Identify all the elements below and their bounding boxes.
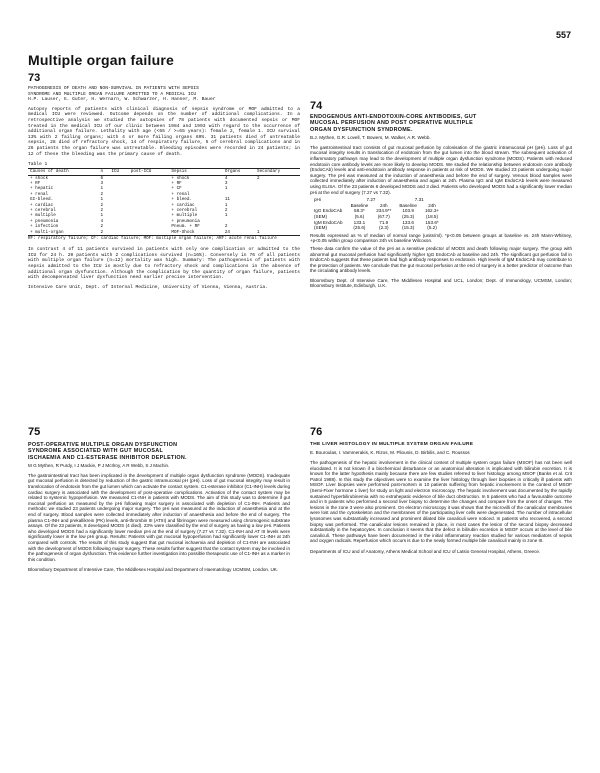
abstract-75: [28, 426, 290, 573]
table-cell: + RF: [171, 180, 182, 186]
table-header: Organs: [223, 169, 255, 175]
table-cell: + renal: [30, 191, 49, 197]
table-cell: [109, 230, 128, 236]
table-cell: 2: [100, 207, 104, 213]
table-cell: (SEM): [314, 213, 328, 219]
section-title: Multiple organ failure: [28, 52, 174, 68]
authors: E. Bouroulas, I. Vammerakis, K. Rizos, M. Pliounis, D. Birbilis, and C. Roussos: [310, 450, 470, 456]
table-cell: 58.3*: [354, 208, 365, 214]
authors: B.J. Mythen, G.R. Lovell, T. Bowers, M. Walker, A.R. Webb.: [310, 135, 431, 141]
table-footnote: RF: respiratory failure; CF: cardiac failure; MOF: multiple organ failure; ARF: acute renal failure: [28, 237, 277, 241]
table-cell: 153.6*: [425, 219, 439, 225]
abstract-title: [28, 86, 300, 103]
table-cell: 2: [100, 202, 104, 208]
abstract-title: [310, 114, 572, 133]
title-line: ENDOGENOUS ANTI-ENDOTOXIN-CORE ANTIBODIES, GUT: [310, 114, 477, 120]
affiliation: Intensive Care Unit, Dept. of Internal Medicine, University of Vienna, Vienna, Austria.: [28, 284, 268, 290]
table-cell: 3: [224, 180, 228, 186]
table-cell: GI-bleed.: [30, 197, 54, 203]
table-cell: 234.9**: [376, 208, 392, 214]
table-cell: 133.6: [402, 219, 414, 225]
table-cell: 1: [100, 213, 104, 219]
table-ph-value: 7.27: [366, 197, 376, 203]
table-cell: (SEM): [314, 225, 328, 231]
table-cell: 2: [100, 224, 104, 230]
table-cell: 2: [100, 191, 104, 197]
table-cell: + RF: [30, 180, 41, 186]
table-cell: + multi-organ: [28, 230, 98, 236]
abstract-body: The pathogenesis of the hepatic involvement in the clinical context of multiple system organ failure (MSOF) has not been well elucidated. It is not known if a biochemical disturbance or an anatomical alteration is implicated with bilirubin excretion. It is known for the latter hypothesis mainly because there are few studies referred to liver histology among MSOF (Banks et al. Crit Patrol 1988). In this study the objectives were to examine the liver histology through liver biopsies in critically ill patients with MSOF. Liver biopsies were performed post-mortem in 10 patients suffering from hepatic involvement in the context of MSOF (Semi-Fixer hormone 1 liver) for study on light and electron microscopy. The hepatic involvement was documented by the rapidly sustained hyperbilirubinemia with no extrahepatic evidence of bile duct obstruction. In 5 patients who had a favourable outcome and in 5 patients who performed a second liver biopsy to determine the changes and compare from the onset of changes. The lesions in the zone 3 were also prominent. On electron microscopy it was shown that the microvilli of the canalicular membranes were lost and the cytoskeleton and the membranes of the participating liver cells were degenerated. The number of intracellular lysosomes was substantially increased and prominent dilated bile canaliculi were noticed. In patients who recovered, a second biopsy was performed. The canalicular lesions remained in place, in most cases the lesion of the second biopsy decreased substantially in the hepatocytes. In conclusion it seems that the defect in bilirubin excretion in MSOF occurs at the level of bile canaliculi. These pathways have been documented in the initial inflammatory reaction studied for various mediators of sepsis and oxygen radicals. Reperfusion which occurs is due to the newly formed multiple bile canaliculi mainly in zone III.: [310, 460, 572, 544]
table-cell: 1: [224, 213, 228, 219]
table-cell: (5.6): [354, 213, 365, 219]
table-cell: (5.2): [427, 225, 437, 231]
table-cell: + renal: [171, 191, 190, 197]
abstract-74: [310, 100, 572, 289]
title-line: SYNDROME ASSOCIATED WITH GUT MUCOSAL: [28, 448, 164, 455]
table-header: Baseline: [399, 202, 417, 208]
title-line: SYNDROME AND MULTIPLE ORGAN FAILURE ADMITTED TO A MEDICAL ICU: [28, 91, 197, 97]
table-cell: (2.3): [379, 225, 389, 231]
table-cell: + shock: [171, 175, 190, 181]
table-header: Secondary: [255, 169, 300, 175]
affiliation: Bloomsbury Department of Intensive Care, The Middlesex Hospital and Department of Haematology UCMSM, London. UK.: [28, 567, 279, 573]
table-header: n: [98, 169, 109, 175]
title-line: THE LIVER HISTOLOGY IN MULTIPLE SYSTEM ORGAN FAILURE: [310, 442, 474, 447]
table-header: Baseline: [350, 202, 369, 208]
table-cell: 71.9: [379, 219, 389, 225]
abstract-body: The gastrointestinal tract has been implicated in the development of multiple organ dysfunction syndrome (MODS). Inadequate gut mucosal perfusion is detected by reduction of the gastric intramucosal pH (pHi). Loss of gut mucosal integrity may result in translocation of endotoxin from the gut lumen which can activate the contact system. C1-esterase inhibitor (C1-INH) levels during cardiac surgery is associated with the development of post-operative complications. Activation of the contact system may be related to systemic hypoperfusion. We measured C1-INH in patients with MODS. The aim of this study was to determine if gut mucosal perfusion as measured by the pHi following major surgery is associated with depletion of C1-INH. Patients and methods: we studied 23 patients undergoing major surgery. The pHi was measured at the induction of anaesthesia and at the end of surgery. Blood samples were collected immediately after induction of anaesthesia and before the end of surgery. The plasma C1-INH and prekallikrein (PK) levels, anti-thrombin III (ATIII) and fibrinogen were measured using chromogenic substrate assays. Of the 23 patients, 8 developed MODS (4 died). 23% were classified by the end of surgery as having a low pHi. Patients who developed MODS had a significantly lower median pHi at the end of surgery (7.27 vs 7.32). C1-INH and AT III levels were significantly lower in the low pHi group. Results: Patients with gut mucosal hypoperfusion had significantly lower C1-INH at 24h compared with controls. The results of this study suggest that gut mucosal ischaemia and depletion of C1-INH are associated with the development of MODS following major surgery. These results further suggest that the contact system may be involved in the pathogenesis of organ dysfunction. This evidence further investigation into possible therapeutic use of C1-INH as a marker in this condition.: [28, 472, 290, 562]
table-cell: + hepatic: [30, 186, 54, 192]
table-header: post-ICU: [129, 169, 170, 175]
table-cell: IgG EndoCAb: [314, 208, 343, 214]
table-cell: + pneumonia: [30, 218, 59, 224]
table-cell: 133.1: [353, 219, 366, 225]
table-header: ICU: [109, 169, 128, 175]
table-cell: + shock: [30, 175, 49, 181]
abstract-76: [310, 426, 572, 555]
table-cell: 2: [98, 230, 109, 236]
causes-table: [28, 168, 300, 236]
table-header: Causes of death: [28, 169, 98, 175]
abstract-title: [28, 442, 290, 461]
table-cell: 11: [224, 197, 231, 203]
table-cell: + CF: [171, 186, 182, 192]
table-cell: MOF-Shock: [169, 230, 222, 236]
table-cell: (25.3): [402, 213, 415, 219]
table-cell: + cardiac: [171, 202, 195, 208]
table-cell: + multiple: [171, 213, 198, 219]
abstract-number: 73: [28, 72, 41, 84]
table-notes: Results expressed as % of median of normal range (units/ml). *p<0.05 between groups at baseline vs. 24h Mann-Whitney, +p<0.05 within group comparison 24h vs baseline Wilcoxon.: [310, 232, 572, 244]
abstract-body: These data confirm the value of the pHi as a sensitive predictor of MODS and death following major surgery. The group with abnormal gut mucosal perfusion had significantly higher IgG EndoCAb at baseline and 24h. The significant gut perfusion fall in EndoCAb suggests that these patients had high antibody responses to endotoxin. High levels of IgM EndoCAb may contribute to the protection of patients. We conclude that the gut mucosal perfusion at the end of surgery is a better predictor of outcome than the circulating antibody levels.: [310, 245, 572, 274]
table-title: pHi: [314, 197, 321, 203]
abstract-title: [310, 442, 572, 448]
table-cell: Pneum. + RF: [171, 224, 200, 230]
table-cell: + cerebral: [30, 207, 56, 213]
table-cell: (18.5): [426, 213, 439, 219]
endocab-table: [310, 197, 443, 231]
table-cell: + infection: [30, 224, 59, 230]
table-cell: (15.3): [402, 225, 415, 231]
table-cell: + cardiac: [30, 202, 54, 208]
table-cell: 6: [100, 175, 104, 181]
table-cell: 1: [100, 186, 104, 192]
abstract-body: Autopsy reports of patients with clinical diagnosis of sepsis syndrome or MOF admitted to a medical ICU were reviewed. Outcome depends on the number of additional complications. In a retrospective analysis we studied the autopsies of 78 patients with documented sepsis or MOF treated in the medical ICU of our clinic between 1984 and 1993 with regard to the occurrence of additional organ failure. Lethality with age (<65 / >=65 years): female 2, female 1. ICU survival 13% with 2 failing organs; with 4 or more failing organs 69%. 31 patients died of untreatable sepsis, 28 died of refractory shock, 14 of respiratory failure, 5 of cerebral complications and in 26 patients the organ failure was untreatable. Bleeding episodes were recorded in 24 patients; in 12 of these the bleeding was the primary cause of death.: [28, 106, 300, 157]
abstract-number: 76: [310, 426, 323, 438]
title-line: POST-OPERATIVE MULTIPLE ORGAN DYSFUNCTION: [28, 442, 178, 448]
title-line: MUCOSAL PERFUSION AND POST OPERATIVE MULTIPLE: [310, 120, 474, 127]
table-row: [310, 225, 443, 231]
affiliation: Departments of ICU and of Anatomy, Athens Medical School and ICU of Latsio General Hospital, Athens, Greece.: [310, 548, 541, 554]
table-cell: [129, 230, 170, 236]
abstract-body: The gastrointestinal tract consists of gut mucosal perfusion by colonisation of the gastric intramucosal pH (pHi). Loss of gut mucosal integrity results in translocation of endotoxin from the gut lumen into the blood stream. The subsequent activation of inflammatory pathways may lead to the development of multiple organ dysfunction syndrome (MODS). Patients with reduced endotoxin core antibody levels are more likely to develop MODS. We studied the relationship between endotoxin core antibody (EndoCAb) levels and anti-endotoxin antibody response in patients at risk of MODS. We studied 23 patients undergoing major surgery. The pHi was measured at the induction of anaesthesia and before the end of surgery. Venous blood samples were collected immediately after induction of anaesthesia and again at 24h. Plasma IgG and IgM EndoCAb levels were measured using ELISA. Of the 23 patients 8 developed MODS and 3 died. Patients who developed MODS had a significantly lower median pHi at the end of surgery (7.27 vs 7.32).: [310, 144, 572, 195]
table-header: 24h: [379, 202, 388, 208]
table-cell: + cerebral: [171, 207, 198, 213]
table-cell: 103.9: [402, 208, 414, 214]
table-ph-value: 7.31: [414, 197, 424, 203]
title-line: ORGAN DYSFUNCTION SYNDROME.: [310, 126, 413, 133]
table-cell: 2: [224, 224, 228, 230]
table-cell: 24: [223, 230, 255, 236]
table-cell: 2: [257, 175, 260, 181]
authors: M G Mythen, R Purdy, I J Mackie, P J McIlroy, A R Webb, S J Machin.: [28, 463, 170, 469]
table-header: Sepsis: [169, 169, 222, 175]
page-number: 557: [556, 30, 572, 40]
table-cell: 1: [224, 202, 228, 208]
abstract-number: 75: [28, 426, 41, 438]
affiliation: Bloomsbury Dept. of Intensive Care, The Middlesex Hospital and UCL, London; Dept. of Immunology, UCMSM, London; Bloomsbury Institute, Edinburgh, U.K.: [310, 277, 572, 289]
title-line: PATHOGENESIS OF DEATH AND NON-SURVIVAL IN PATIENTS WITH SEPSIS: [28, 86, 199, 91]
abstract-number: 74: [310, 100, 323, 112]
table-cell: (25.6): [353, 225, 366, 231]
table-cell: + pneumonia: [171, 218, 200, 224]
table-label: Table 1: [28, 162, 48, 168]
table-cell: 1: [255, 230, 300, 236]
abstract-body: In contrast 4 of 11 patients survived in patients with only one complication or admitted to the ICU for 24 h. 20 patients with 2 complications survived (n=16%). Conversely in 76 of all patients with multiple organ failure (n=12) mortality was high. Summary: The pathogenesis of patients with sepsis admitted to the ICU is mostly due to refractory shock and complications in the absence of additional organ dysfunction. Although the complication by the quantity of organ failure, patients with decompensated liver dysfunction need earlier precise intervention.: [28, 247, 300, 281]
table-cell: 4: [224, 175, 228, 181]
table-row: [28, 230, 300, 236]
table-cell: + bleed.: [171, 197, 193, 203]
table-cell: 1: [100, 197, 104, 203]
table-header: 24h: [428, 202, 436, 208]
table-cell: 2: [224, 207, 228, 213]
table-cell: + multiple: [30, 213, 56, 219]
abstract-73: [28, 72, 300, 290]
table-cell: (67.7): [377, 213, 390, 219]
table-cell: 1: [224, 186, 228, 192]
table-cell: 4: [100, 218, 104, 224]
title-line: ISCHAEMIA AND C1-ESTERASE INHIBITOR DEPLETION.: [28, 454, 187, 461]
table-cell: 3: [100, 180, 104, 186]
table-cell: 162.3+: [424, 208, 440, 214]
title-line: H.P. Lauser, G. Guter, H. Wernarn, W. Schwarzer, H. Hanner, M. Bauer: [28, 97, 216, 103]
table-cell: IgM EndoCAb: [314, 219, 343, 225]
